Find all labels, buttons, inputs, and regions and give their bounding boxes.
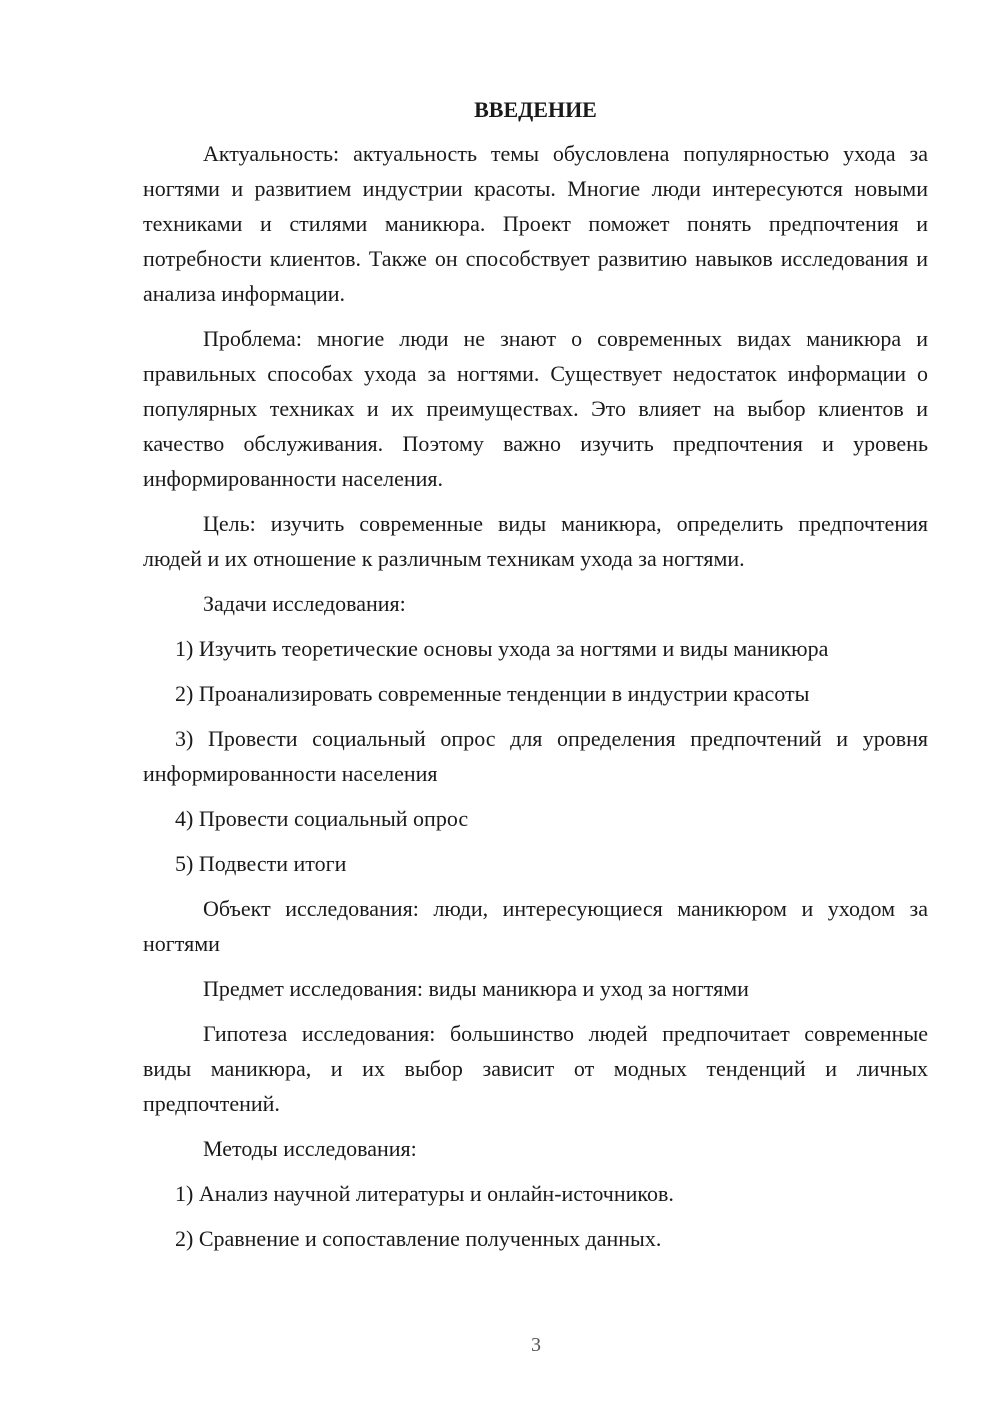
page-number: 3 [531,1334,541,1356]
subject-paragraph: Предмет исследования: виды маникюра и уход за ногтями [203,976,749,1001]
method-item: 2) Сравнение и сопоставление полученных данных. [175,1226,662,1251]
relevance-paragraph: Актуальность: актуальность темы обусловлена популярностью ухода за ногтями и развитием индустрии красоты. Многие люди интересуются новыми техниками и стилями маникюра. Проект поможет понять предпочтения и потребности клиентов. Также он способствует развитию навыков исследования и анализа информации. [143,141,928,306]
task-item: 5) Подвести итоги [175,851,347,876]
task-item: 4) Провести социальный опрос [175,806,469,831]
task-item: 3) Провести социальный опрос для определения предпочтений и уровня информированности населения [143,726,928,786]
document-page [143,95,928,1266]
problem-paragraph: Проблема: многие люди не знают о современных видах маникюра и правильных способах ухода за ногтями. Существует недостаток информации о популярных техниках и их преимуществах. Это влияет на выбор клиентов и качество обслуживания. Поэтому важно изучить предпочтения и уровень информированности населения. [143,326,928,491]
goal-paragraph: Цель: изучить современные виды маникюра, определить предпочтения людей и их отношение к различным техникам ухода за ногтями. [143,511,928,571]
methods-heading: Методы исследования: [203,1136,417,1161]
tasks-heading: Задачи исследования: [203,591,406,616]
section-heading: ВВЕДЕНИЕ [474,97,597,122]
object-paragraph: Объект исследования: люди, интересующиеся маникюром и уходом за ногтями [143,896,928,956]
task-item: 1) Изучить теоретические основы ухода за ногтями и виды маникюра [175,636,829,661]
task-item: 2) Проанализировать современные тенденции в индустрии красоты [175,681,810,706]
hypothesis-paragraph: Гипотеза исследования: большинство людей предпочитает современные виды маникюра, и их выбор зависит от модных тенденций и личных предпочтений. [143,1021,928,1116]
method-item: 1) Анализ научной литературы и онлайн-источников. [175,1181,674,1206]
